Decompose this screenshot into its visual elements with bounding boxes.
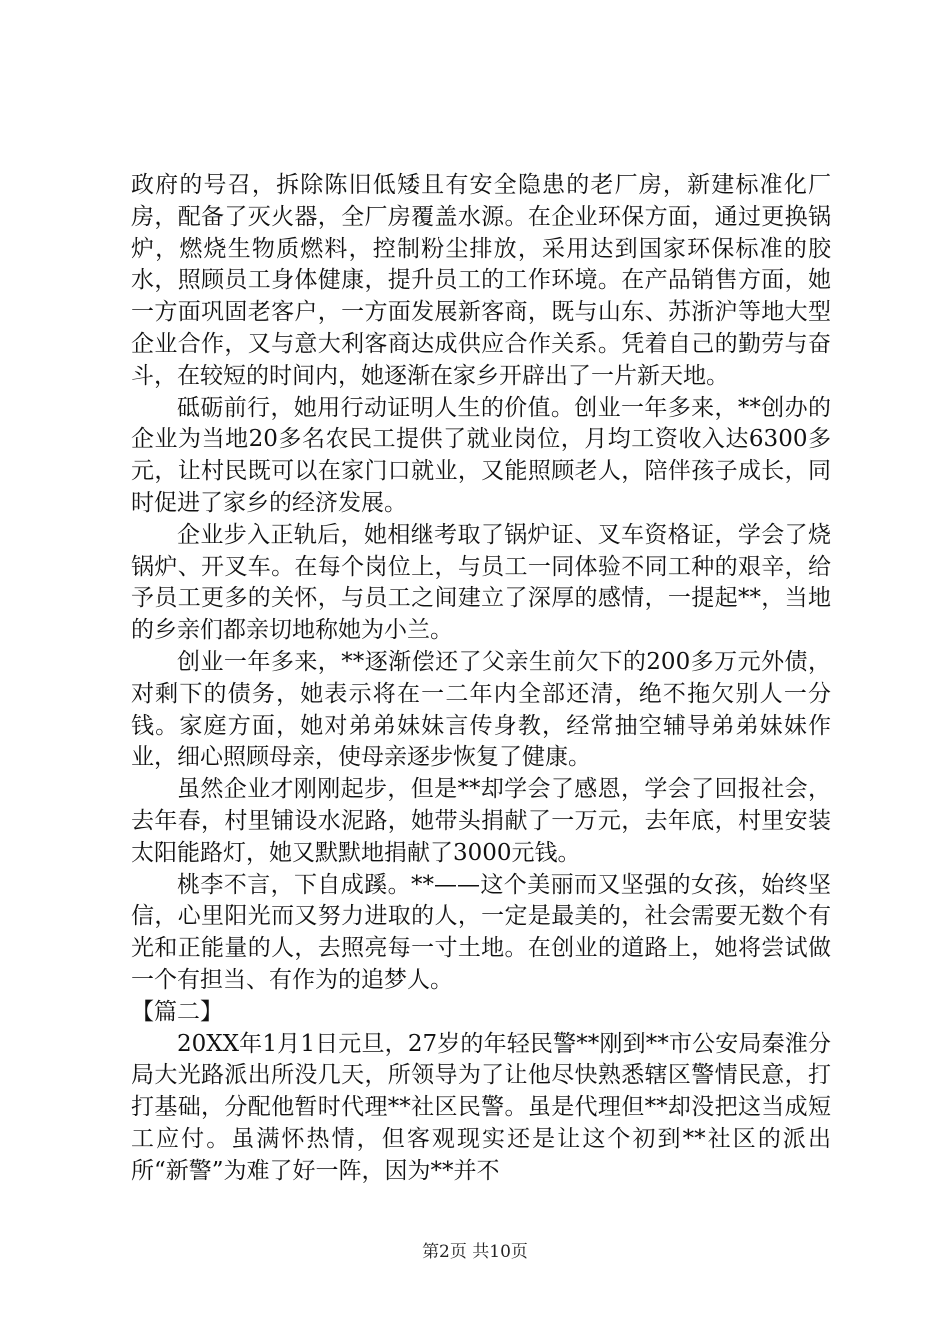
paragraph-continued: 政府的号召，拆除陈旧低矮且有安全隐患的老厂房，新建标准化厂房，配备了灭火器，全厂房覆盖水源。在企业环保方面，通过更换锅炉，燃烧生物质燃料，控制粉尘排放，采用达到国家环保标准的胶水，照顾员工身体健康，提升员工的工作环境。在产品销售方面，她一方面巩固老客户，一方面发展新客商，既与山东、苏浙沪等地大型企业合作，又与意大利客商达成供应合作关系。凭着自己的勤劳与奋斗，在较短的时间内，她逐渐在家乡开辟出了一片新天地。 xyxy=(131,172,831,389)
page-footer: 第2页 共10页 xyxy=(422,1242,528,1262)
paragraph: 企业步入正轨后，她相继考取了锅炉证、叉车资格证，学会了烧锅炉、开叉车。在每个岗位上，与员工一同体验不同工种的艰辛，给予员工更多的关怀，与员工之间建立了深厚的感情，一提起**，当地的乡亲们都亲切地称她为小兰。 xyxy=(131,521,831,644)
paragraph: 创业一年多来，**逐渐偿还了父亲生前欠下的200多万元外债，对剩下的债务，她表示将在一二年内全部还清，绝不拖欠别人一分钱。家庭方面，她对弟弟妹妹言传身教，经常抽空辅导弟弟妹妹作业，细心照顾母亲，使母亲逐步恢复了健康。 xyxy=(131,648,831,771)
paragraph: 砥砺前行，她用行动证明人生的价值。创业一年多来，**创办的企业为当地20多名农民工提供了就业岗位，月均工资收入达6300多元，让村民既可以在家门口就业，又能照顾老人，陪伴孩子成长，同时促进了家乡的经济发展。 xyxy=(131,394,831,516)
section-heading: 【篇二】 xyxy=(131,998,223,1025)
paragraph: 虽然企业才刚刚起步，但是**却学会了感恩，学会了回报社会，去年春，村里铺设水泥路，她带头捐献了一万元，去年底，村里安装太阳能路灯，她又默默地捐献了3000元钱。 xyxy=(131,776,831,866)
document-body xyxy=(131,170,831,1188)
paragraph: 桃李不言，下自成蹊。**——这个美丽而又坚强的女孩，始终坚信，心里阳光而又努力进取的人，一定是最美的，社会需要无数个有光和正能量的人，去照亮每一寸土地。在创业的道路上，她将尝试做一个有担当、有作为的追梦人。 xyxy=(131,871,831,993)
paragraph: 20XX年1月1日元旦，27岁的年轻民警**刚到**市公安局秦淮分局大光路派出所没几天，所领导为了让他尽快熟悉辖区警情民意，打打基础，分配他暂时代理**社区民警。虽是代理但**却没把这当成短工应付。虽满怀热情，但客观现实还是让这个初到**社区的派出所“新警”为难了好一阵，因为**并不 xyxy=(131,1030,831,1184)
